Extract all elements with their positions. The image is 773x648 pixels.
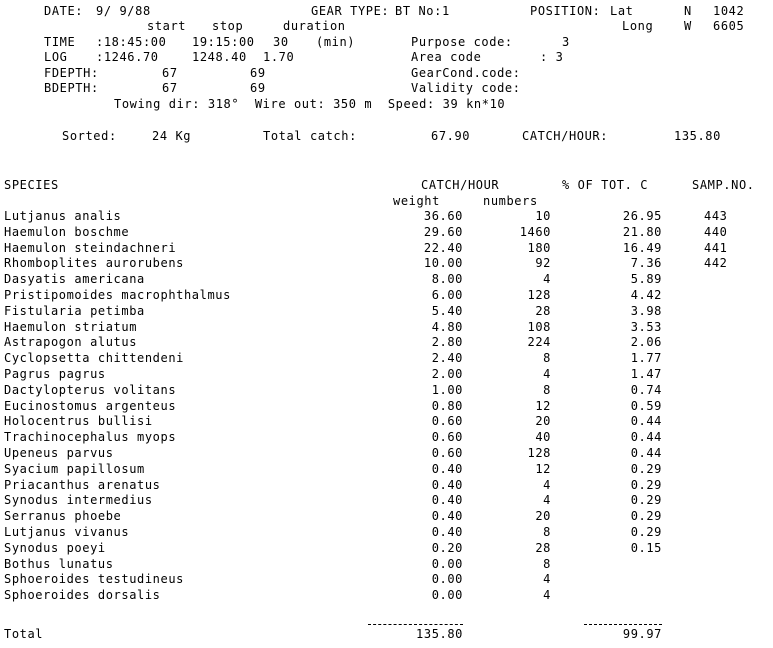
log-stop: 1248.40 <box>192 50 247 64</box>
log-difference: 1.70 <box>263 50 295 64</box>
percent-of-total: 3.53 <box>630 320 662 334</box>
percent-of-total: 21.80 <box>622 225 662 239</box>
sorted-label: Sorted: <box>62 129 117 143</box>
catch-weight: 0.00 <box>431 572 463 586</box>
catch-weight: 0.00 <box>431 557 463 571</box>
gear-condition-label: GearCond.code: <box>411 66 521 80</box>
total-catch-label: Total catch: <box>263 129 357 143</box>
time-start: :18:45:00 <box>96 35 167 49</box>
percent-of-total: 5.89 <box>630 272 662 286</box>
lon-direction: W <box>684 19 692 33</box>
catch-weight: 2.00 <box>431 367 463 381</box>
catch-weight: 0.40 <box>431 493 463 507</box>
total-percent: 99.97 <box>622 627 662 641</box>
species-name: Synodus poeyi <box>4 541 106 555</box>
species-name: Pristipomoides macrophthalmus <box>4 288 231 302</box>
sample-number: 441 <box>704 241 728 255</box>
total-catch-value: 67.90 <box>431 129 471 143</box>
lon-label: Long <box>622 19 654 33</box>
species-name: Cyclopsetta chittendeni <box>4 351 184 365</box>
catch-numbers: 4 <box>543 272 551 286</box>
species-name: Trachinocephalus myops <box>4 430 177 444</box>
catch-weight: 2.40 <box>431 351 463 365</box>
percent-of-total: 0.74 <box>630 383 662 397</box>
catch-weight: 8.00 <box>431 272 463 286</box>
bdepth-stop: 69 <box>250 81 266 95</box>
catch-numbers: 180 <box>527 241 551 255</box>
catch-numbers: 20 <box>535 414 551 428</box>
catch-per-hour-value: 135.80 <box>674 129 721 143</box>
lat-label: Lat <box>610 4 634 18</box>
catch-weight: 0.60 <box>431 414 463 428</box>
catch-numbers: 12 <box>535 462 551 476</box>
percent-of-total: 16.49 <box>622 241 662 255</box>
catch-numbers: 1460 <box>519 225 551 239</box>
percent-of-total: 0.44 <box>630 430 662 444</box>
percent-of-total: 7.36 <box>630 256 662 270</box>
catch-numbers: 108 <box>527 320 551 334</box>
date-label: DATE: <box>44 4 84 18</box>
percent-of-total: 0.44 <box>630 446 662 460</box>
duration-value: 30 <box>273 35 289 49</box>
catch-weight: 36.60 <box>423 209 463 223</box>
fdepth-label: FDEPTH: <box>44 66 99 80</box>
fdepth-start: 67 <box>162 66 178 80</box>
catch-weight: 10.00 <box>423 256 463 270</box>
percent-of-total: 1.47 <box>630 367 662 381</box>
catch-hour-column-header: CATCH/HOUR <box>421 178 500 192</box>
species-name: Synodus intermedius <box>4 493 153 507</box>
percent-of-total: 0.29 <box>630 478 662 492</box>
fdepth-stop: 69 <box>250 66 266 80</box>
validity-code-label: Validity code: <box>411 81 521 95</box>
percent-of-total: 0.29 <box>630 493 662 507</box>
species-name: Bothus lunatus <box>4 557 114 571</box>
catch-numbers: 4 <box>543 367 551 381</box>
bdepth-start: 67 <box>162 81 178 95</box>
species-name: Astrapogon alutus <box>4 335 138 349</box>
time-label: TIME <box>44 35 76 49</box>
species-name: Haemulon boschme <box>4 225 130 239</box>
species-name: Serranus phoebe <box>4 509 122 523</box>
catch-numbers: 4 <box>543 478 551 492</box>
col-start-header: start <box>147 19 187 33</box>
species-name: Holocentrus bullisi <box>4 414 153 428</box>
catch-weight: 0.40 <box>431 478 463 492</box>
catch-weight: 0.60 <box>431 446 463 460</box>
catch-numbers: 128 <box>527 288 551 302</box>
weight-total-rule <box>368 624 463 625</box>
percent-of-total: 0.29 <box>630 509 662 523</box>
sample-number: 440 <box>704 225 728 239</box>
log-start: :1246.70 <box>96 50 159 64</box>
species-name: Priacanthus arenatus <box>4 478 161 492</box>
log-label: LOG <box>44 50 68 64</box>
percent-of-total: 1.77 <box>630 351 662 365</box>
species-name: Fistularia petimba <box>4 304 145 318</box>
species-name: Eucinostomus argenteus <box>4 399 177 413</box>
percent-of-total: 3.98 <box>630 304 662 318</box>
catch-weight: 0.00 <box>431 588 463 602</box>
percent-of-total: 2.06 <box>630 335 662 349</box>
catch-numbers: 40 <box>535 430 551 444</box>
catch-weight: 0.20 <box>431 541 463 555</box>
weight-subheader: weight <box>393 194 440 208</box>
lat-value: 1042 <box>713 4 745 18</box>
catch-weight: 6.00 <box>431 288 463 302</box>
catch-numbers: 4 <box>543 572 551 586</box>
catch-numbers: 28 <box>535 304 551 318</box>
species-name: Sphoeroides dorsalis <box>4 588 161 602</box>
catch-weight: 1.00 <box>431 383 463 397</box>
lon-value: 6605 <box>713 19 745 33</box>
catch-weight: 4.80 <box>431 320 463 334</box>
gear-type-label: GEAR TYPE: <box>311 4 390 18</box>
catch-numbers: 28 <box>535 541 551 555</box>
species-name: Rhomboplites aurorubens <box>4 256 184 270</box>
total-weight: 135.80 <box>416 627 463 641</box>
towing-info: Towing dir: 318° Wire out: 350 m Speed: 39 kn*10 <box>114 97 506 111</box>
col-stop-header: stop <box>212 19 244 33</box>
catch-numbers: 128 <box>527 446 551 460</box>
percent-of-total: 26.95 <box>622 209 662 223</box>
area-code-value: : 3 <box>540 50 564 64</box>
catch-weight: 0.80 <box>431 399 463 413</box>
catch-numbers: 8 <box>543 557 551 571</box>
sample-number: 443 <box>704 209 728 223</box>
species-name: Dasyatis americana <box>4 272 145 286</box>
area-code-label: Area code <box>411 50 482 64</box>
species-name: Pagrus pagrus <box>4 367 106 381</box>
catch-weight: 0.40 <box>431 462 463 476</box>
percent-of-total: 0.59 <box>630 399 662 413</box>
purpose-code-label: Purpose code: <box>411 35 513 49</box>
time-stop: 19:15:00 <box>192 35 255 49</box>
percent-of-total: 0.29 <box>630 525 662 539</box>
catch-weight: 22.40 <box>423 241 463 255</box>
percent-of-total: 0.15 <box>630 541 662 555</box>
catch-numbers: 12 <box>535 399 551 413</box>
catch-numbers: 92 <box>535 256 551 270</box>
total-row-label: Total <box>4 627 44 641</box>
percent-of-total: 4.42 <box>630 288 662 302</box>
gear-type-value: BT No:1 <box>395 4 450 18</box>
species-name: Upeneus parvus <box>4 446 114 460</box>
catch-weight: 2.80 <box>431 335 463 349</box>
species-name: Syacium papillosum <box>4 462 145 476</box>
species-name: Lutjanus vivanus <box>4 525 130 539</box>
species-name: Haemulon steindachneri <box>4 241 177 255</box>
percent-of-total: 0.44 <box>630 414 662 428</box>
species-column-header: SPECIES <box>4 178 59 192</box>
duration-unit: (min) <box>316 35 356 49</box>
species-name: Haemulon striatum <box>4 320 138 334</box>
catch-weight: 0.60 <box>431 430 463 444</box>
percent-total-rule <box>584 624 662 625</box>
catch-numbers: 8 <box>543 383 551 397</box>
date-value: 9/ 9/88 <box>96 4 151 18</box>
species-name: Dactylopterus volitans <box>4 383 177 397</box>
bdepth-label: BDEPTH: <box>44 81 99 95</box>
catch-weight: 0.40 <box>431 509 463 523</box>
species-name: Sphoeroides testudineus <box>4 572 184 586</box>
catch-numbers: 4 <box>543 493 551 507</box>
catch-numbers: 8 <box>543 351 551 365</box>
percent-total-column-header: % OF TOT. C <box>562 178 649 192</box>
percent-of-total: 0.29 <box>630 462 662 476</box>
numbers-subheader: numbers <box>483 194 538 208</box>
lat-direction: N <box>684 4 692 18</box>
catch-numbers: 8 <box>543 525 551 539</box>
catch-per-hour-label: CATCH/HOUR: <box>522 129 609 143</box>
sorted-value: 24 Kg <box>152 129 192 143</box>
col-duration-header: duration <box>283 19 346 33</box>
sample-number: 442 <box>704 256 728 270</box>
catch-numbers: 10 <box>535 209 551 223</box>
sample-number-column-header: SAMP.NO. <box>692 178 755 192</box>
catch-weight: 5.40 <box>431 304 463 318</box>
position-label: POSITION: <box>530 4 601 18</box>
catch-weight: 0.40 <box>431 525 463 539</box>
catch-numbers: 4 <box>543 588 551 602</box>
catch-weight: 29.60 <box>423 225 463 239</box>
species-name: Lutjanus analis <box>4 209 122 223</box>
catch-numbers: 20 <box>535 509 551 523</box>
purpose-code-value: 3 <box>562 35 570 49</box>
catch-numbers: 224 <box>527 335 551 349</box>
